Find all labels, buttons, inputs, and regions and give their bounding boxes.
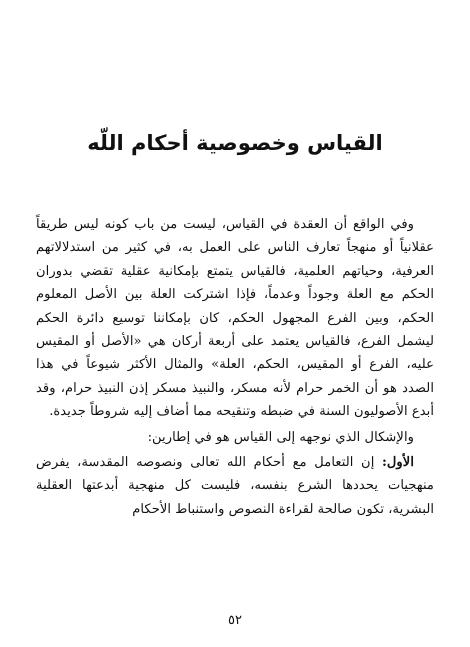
page-number: ٥٢ <box>228 613 242 628</box>
paragraph-3-lead: الأول: <box>381 455 414 471</box>
paragraph-2-text: والإشكال الذي نوجهه إلى القياس هو في إطارين: <box>147 429 414 445</box>
paragraph-1-text: وفي الواقع أن العقدة في القياس، ليست من باب كونه ليس طريقاً عقلانياً أو منهجاً تعارف الناس على العمل به، في كثير من استدلالاتهم العرفية، وحياتهم العلمية، فالقياس يتمتع بإمكانية عقلية تقضي بدوران الحكم مع العلة وجوداً وعدماً، فإذا اشتركت العلة بين الأصل المعلوم الحكم، وبين الفرع المجهول الحكم، كان بإمكاننا توسيع دائرة الحكم ليشمل الفرع، فالقياس يعتمد على أربعة أركان هي «الأصل أو المقيس عليه، الفرع أو المقيس، الحكم، العلة» والمثال الأكثر شيوعاً في هذا الصدد هو أن الخمر حرام لأنه مسكر، والنبيذ مسكر إذن النبيذ حرام، وقد أبدع الأصوليون السنة في ضبطه وتنقيحه مما أضاف إليه شروطاً جديدة. <box>36 217 434 420</box>
body-text <box>36 213 434 521</box>
chapter-title: القياس وخصوصية أحكام اللّه <box>87 131 383 155</box>
paragraph-1 <box>36 213 434 424</box>
paragraph-2 <box>36 426 434 449</box>
paragraph-3 <box>36 451 434 521</box>
paragraph-3-text: إن التعامل مع أحكام الله تعالى ونصوصه المقدسة، يفرض منهجيات يحددها الشرع بنفسه، فليست كل منهجية أبدعتها العقلية البشرية، تكون صالحة لقراءة النصوص واستنباط الأحكام <box>36 455 434 517</box>
